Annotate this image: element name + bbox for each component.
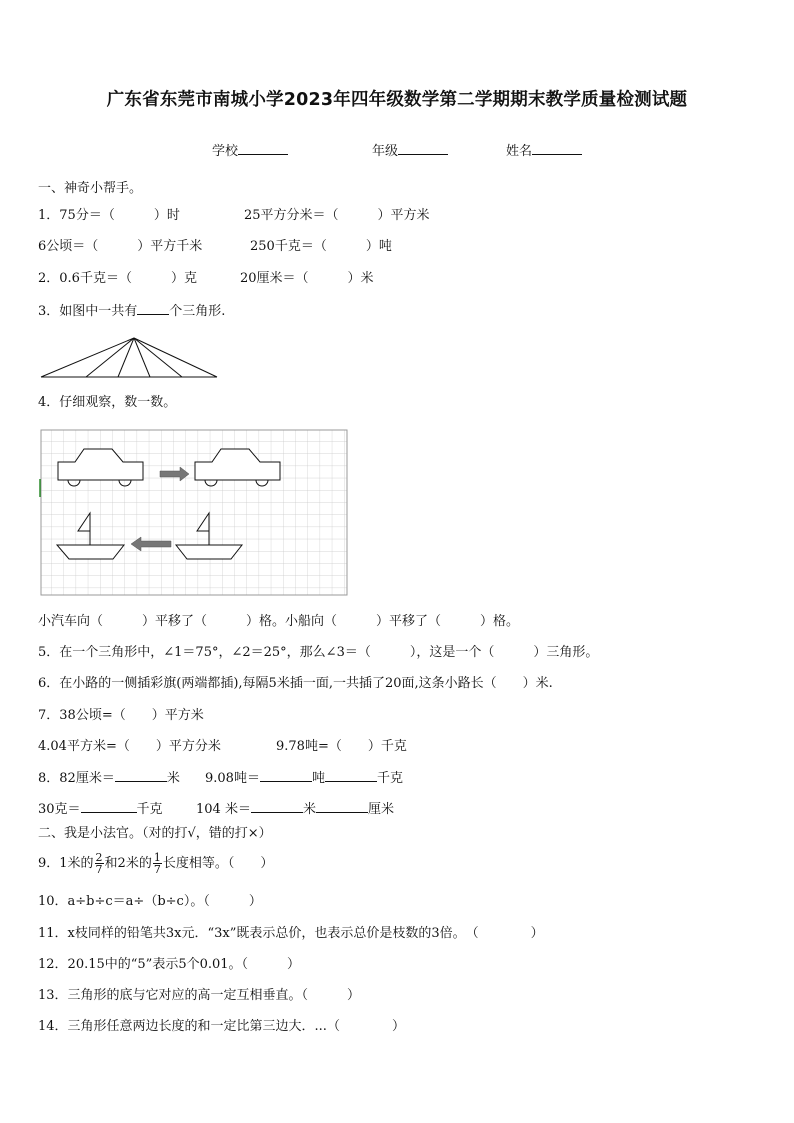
question-3-text-after: 个三角形. bbox=[169, 304, 226, 319]
question-7c: 9.78吨=（ ）千克 bbox=[276, 739, 407, 754]
question-3-blank[interactable] bbox=[137, 302, 169, 315]
fraction-1-7 bbox=[153, 852, 162, 875]
fraction-2-numerator: 1 bbox=[153, 851, 161, 864]
page-title: 广东省东莞市南城小学2023年四年级数学第二学期期末教学质量检测试题 bbox=[106, 90, 688, 110]
question-2a: 2．0.6千克＝（ ）克 bbox=[38, 271, 197, 286]
question-1c: 6公顷＝（ ）平方千米 bbox=[38, 239, 203, 254]
question-8d bbox=[196, 800, 394, 819]
fraction-1-denominator: 7 bbox=[95, 863, 103, 876]
question-7b: 4.04平方米=（ ）平方分米 bbox=[38, 739, 221, 754]
question-8c-blank[interactable] bbox=[81, 800, 137, 813]
question-8b-text: 9.08吨＝ bbox=[205, 771, 260, 786]
question-8d-blank-1[interactable] bbox=[251, 800, 303, 813]
question-8b-blank-2[interactable] bbox=[325, 769, 377, 782]
name-label: 姓名 bbox=[506, 144, 533, 159]
question-9-text-2: 和2米的 bbox=[104, 856, 152, 871]
question-1d: 250千克＝（ ）吨 bbox=[250, 239, 392, 254]
fraction-1-numerator: 2 bbox=[95, 851, 103, 864]
question-8b-unit-1: 吨 bbox=[311, 771, 325, 786]
school-field bbox=[212, 140, 288, 159]
school-blank[interactable] bbox=[238, 142, 288, 155]
section-2-heading: 二、我是小法官。（对的打√，错的打×） bbox=[38, 826, 272, 841]
question-3 bbox=[38, 302, 225, 321]
question-8c bbox=[38, 800, 163, 819]
question-9-text-1: 9．1米的 bbox=[38, 856, 94, 871]
section-1-heading: 一、神奇小帮手。 bbox=[38, 181, 143, 196]
question-14: 14．三角形任意两边长度的和一定比第三边大．...（ ） bbox=[38, 1019, 405, 1034]
question-9 bbox=[38, 852, 273, 876]
question-9-text-3: 长度相等。（ ） bbox=[162, 856, 274, 871]
grade-field bbox=[372, 140, 448, 159]
question-4-answer: 小汽车向（ ）平移了（ ）格。小船向（ ）平移了（ ）格。 bbox=[38, 614, 520, 629]
question-7a: 7．38公顷=（ ）平方米 bbox=[38, 708, 204, 723]
question-13: 13．三角形的底与它对应的高一定互相垂直。（ ） bbox=[38, 988, 361, 1003]
question-8b-blank-1[interactable] bbox=[260, 769, 312, 782]
question-8a-unit: 米 bbox=[166, 771, 180, 786]
question-4: 4．仔细观察，数一数。 bbox=[38, 395, 177, 410]
question-1a: 1．75分＝（ ）时 bbox=[38, 208, 180, 223]
grade-label: 年级 bbox=[372, 144, 399, 159]
question-8a-text: 8．82厘米＝ bbox=[38, 771, 115, 786]
fraction-2-7 bbox=[95, 852, 104, 875]
question-2b: 20厘米＝（ ）米 bbox=[240, 271, 374, 286]
question-8b bbox=[205, 769, 403, 788]
fraction-2-denominator: 7 bbox=[153, 863, 161, 876]
question-8c-unit: 千克 bbox=[136, 802, 163, 817]
question-3-text-before: 3．如图中一共有 bbox=[38, 304, 138, 319]
question-8d-text: 104 米＝ bbox=[196, 802, 251, 817]
name-blank[interactable] bbox=[532, 142, 582, 155]
question-11: 11．x枝同样的铅笔共3x元．“3x”既表示总价，也表示总价是枝数的3倍。 （ ） bbox=[38, 926, 544, 941]
question-8a bbox=[38, 769, 180, 788]
question-5: 5．在一个三角形中，∠1＝75°，∠2＝25°，那么∠3＝（ ），这是一个（ ）三角形。 bbox=[38, 645, 599, 660]
grade-blank[interactable] bbox=[398, 142, 448, 155]
question-8a-blank[interactable] bbox=[115, 769, 167, 782]
question-12: 12．20.15中的“5”表示5个0.01。（ ） bbox=[38, 957, 301, 972]
name-field bbox=[506, 140, 582, 159]
question-1b: 25平方分米＝（ ）平方米 bbox=[244, 208, 430, 223]
question-8b-unit-2: 千克 bbox=[376, 771, 403, 786]
question-10: 10．a÷b÷c＝a÷（b÷c）。（ ） bbox=[38, 894, 262, 909]
question-8c-text: 30克＝ bbox=[38, 802, 81, 817]
question-8d-unit-1: 米 bbox=[302, 802, 316, 817]
question-8d-blank-2[interactable] bbox=[316, 800, 368, 813]
question-8d-unit-2: 厘米 bbox=[367, 802, 394, 817]
question-6: 6．在小路的一侧插彩旗(两端都插),每隔5米插一面,一共插了20面,这条小路长（ ）米. bbox=[38, 676, 553, 691]
school-label: 学校 bbox=[212, 144, 239, 159]
grid-figure bbox=[39, 429, 349, 597]
